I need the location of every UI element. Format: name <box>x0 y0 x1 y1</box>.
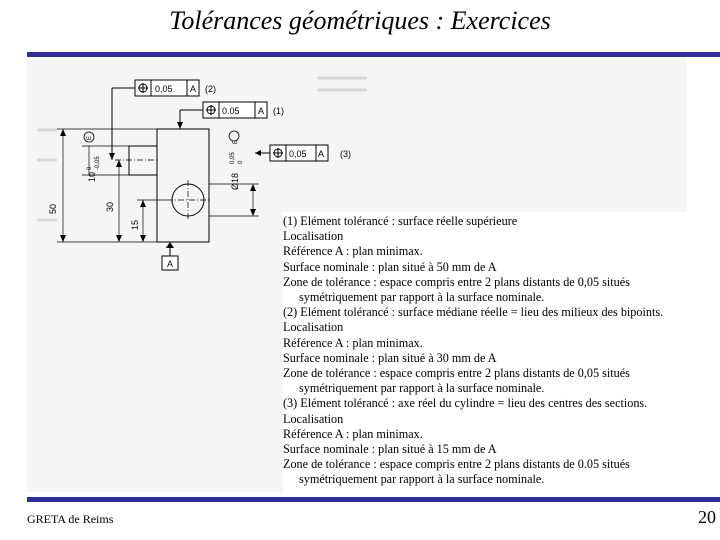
frame-3-tolerance: 0,05 <box>289 149 307 159</box>
d18-envelope: E <box>233 139 239 144</box>
frame-2-callout: (2) <box>205 84 216 94</box>
page-number: 20 <box>698 507 716 527</box>
d10-lower: -0,05 <box>95 156 101 170</box>
note-line: Référence A : plan minimax. <box>283 426 423 441</box>
note-line: symétriquement par rapport à la surface nominale. <box>299 290 545 305</box>
d18-envelope-circle <box>229 131 239 141</box>
note-line: Localisation <box>283 320 344 335</box>
d50-label: 50 <box>48 203 58 214</box>
note-line: (2) Elément tolérancé : surface médiane réelle = lieu des milieux des bipoints. <box>283 305 664 320</box>
tolerance-notes <box>283 212 687 492</box>
note-line: Référence A : plan minimax. <box>283 335 423 350</box>
note-line: Surface nominale : plan situé à 15 mm de A <box>283 442 497 457</box>
note-line: (3) Elément tolérancé : axe réel du cylindre = lieu des centres des sections. <box>283 396 648 411</box>
note-line: Surface nominale : plan situé à 50 mm de A <box>283 259 497 274</box>
scanned-figure <box>27 60 687 492</box>
note-line: Localisation <box>283 229 344 244</box>
footer-organization: GRETA de Reims <box>27 512 114 526</box>
note-line: Surface nominale : plan situé à 30 mm de A <box>283 350 497 365</box>
d10-envelope: E <box>87 135 93 140</box>
slide-title: Tolérances géométriques : Exercices <box>169 6 551 35</box>
d15-label: 15 <box>130 219 140 230</box>
d18-main: Ø18 <box>230 172 240 190</box>
tolerance-frame-2 <box>109 80 199 160</box>
d18-lower: 0 <box>238 160 244 164</box>
bottom-rule <box>27 497 720 502</box>
datum-a-label: A <box>167 259 174 269</box>
note-line: (1) Elément tolérancé : surface réelle supérieure <box>283 214 518 228</box>
part-outline <box>157 129 209 242</box>
note-line: Zone de tolérance : espace compris entre 2 plans distants de 0.05 situés <box>283 457 630 472</box>
note-line: Zone de tolérance : espace compris entre 2 plans distants de 0,05 situés <box>283 274 630 289</box>
d30-label: 30 <box>105 201 115 212</box>
note-line: Zone de tolérance : espace compris entre 2 plans distants de 0,05 situés <box>283 366 630 381</box>
frame-1-datum: A <box>258 106 265 116</box>
top-rule <box>27 52 720 57</box>
d10-main: 10 <box>87 171 97 182</box>
d10-upper: 0 <box>87 166 93 170</box>
frame-1-tolerance: 0.05 <box>222 106 240 116</box>
frame-2-tolerance: 0,05 <box>155 84 173 94</box>
frame-3-datum: A <box>318 149 325 159</box>
note-line: symétriquement par rapport à la surface nominale. <box>299 381 545 396</box>
slot-outline <box>129 146 157 175</box>
frame-1-callout: (1) <box>273 106 284 116</box>
frame-2-datum: A <box>190 84 197 94</box>
note-line: symétriquement par rapport à la surface nominale. <box>299 472 545 487</box>
note-line: Localisation <box>283 411 344 426</box>
frame-3-callout: (3) <box>340 149 351 159</box>
note-line: Référence A : plan minimax. <box>283 244 423 259</box>
d18-upper: 0,05 <box>230 152 236 164</box>
